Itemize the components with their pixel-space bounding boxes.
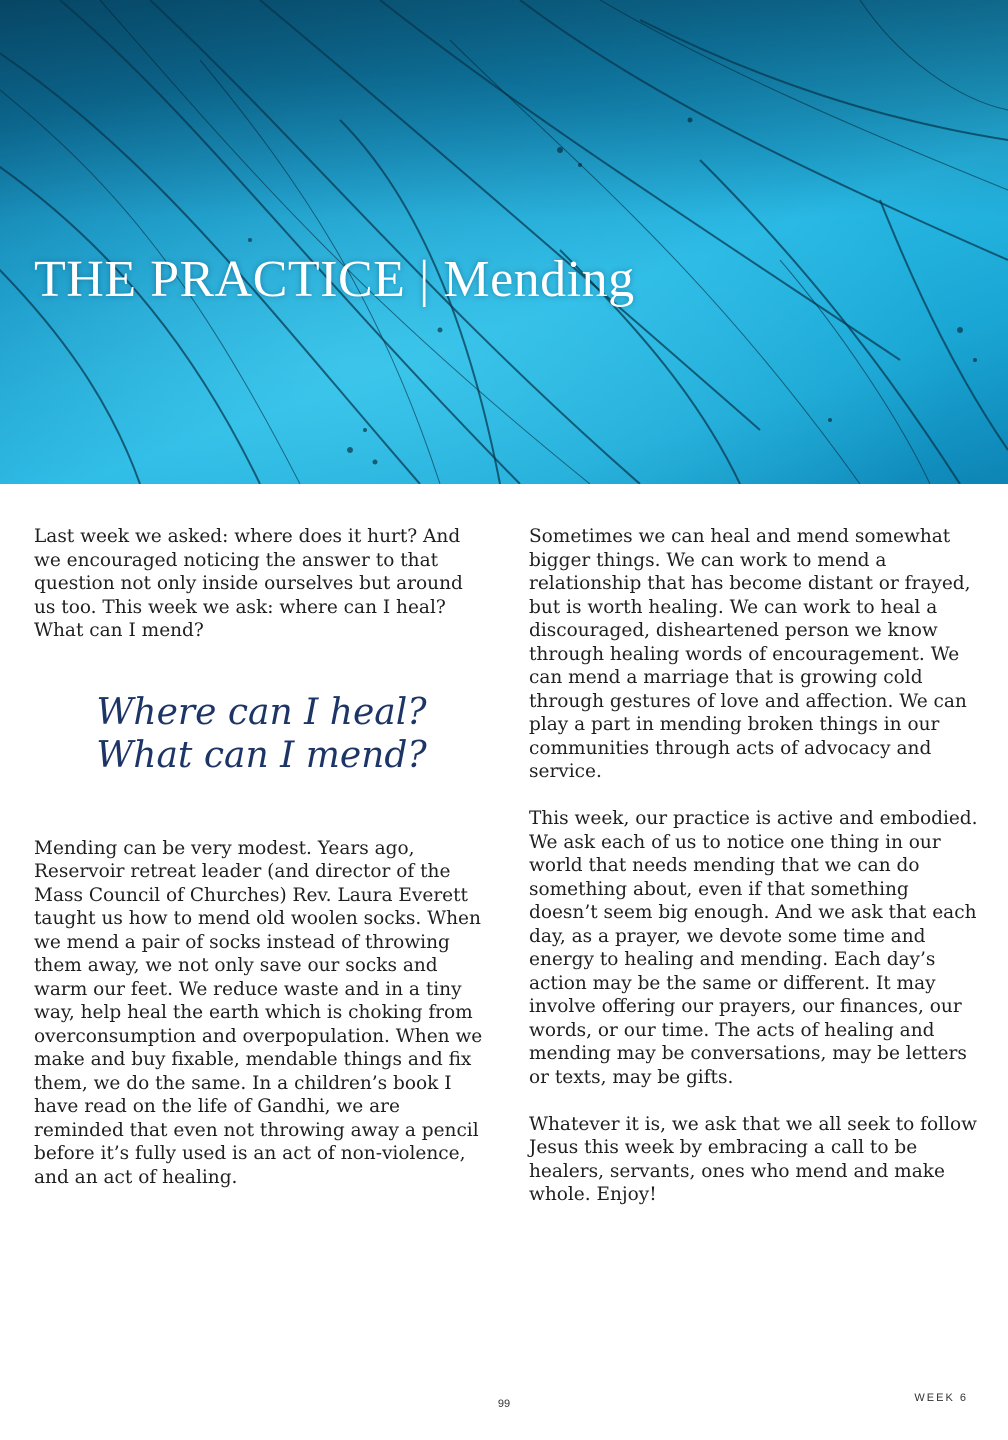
- week-label: WEEK 6: [914, 1392, 968, 1404]
- hero-banner-image: [0, 0, 1008, 484]
- body-paragraph: Sometimes we can heal and mend somewhat bigger things. We can work to mend a relationship that has become distant or frayed, but is worth healing. We can work to heal a discouraged, disheartened person we know through healing words of encouragement. We can mend a marriage that is growing cold through gestures of love and affection. We can play a part in mending broken things in our communities through acts of advocacy and service.: [529, 526, 971, 782]
- body-paragraph: Whatever it is, we ask that we all seek to follow Jesus this week by embracing a call to be healers, servants, ones who mend and make whole. Enjoy!: [529, 1113, 977, 1205]
- blue-fabric-texture: [0, 0, 1008, 484]
- pull-quote-line-2: What can I mend?: [96, 734, 427, 776]
- body-paragraph: Mending can be very modest. Years ago, Reservoir retreat leader (and director of the Mass Council of Churches) Rev. Laura Everett taught us how to mend old woolen socks. When we mend a pair of socks instead of throwing them away, we not only save our socks and warm our feet. We reduce waste and in a tiny way, help heal the earth which is choking from overconsumption and overpopulation. When we make and buy fixable, mendable things and fix them, we do the same. In a children’s book I have read on the life of Gandhi, we are reminded that even not throwing away a pencil before it’s fully used is an act of non-violence, and an act of healing.: [34, 837, 483, 1188]
- page-number: 99: [497, 1398, 511, 1410]
- right-column: [529, 525, 979, 1207]
- pull-quote: [34, 691, 489, 777]
- body-paragraph: This week, our practice is active and embodied. We ask each of us to notice one thing in our world that needs mending that we can do something about, even if that something doesn’t seem big enough. And we ask that each day, as a prayer, we devote some time and energy to healing and mending. Each day’s action may be the same or different. It may involve offering our prayers, our finances, our words, or our time. The acts of healing and mending may be conversations, may be letters or texts, may be gifts.: [529, 808, 978, 1088]
- intro-paragraph: Last week we asked: where does it hurt? And we encouraged noticing the answer to that question not only inside ourselves but around us too. This week we ask: where can I heal? What can I mend?: [34, 526, 463, 641]
- pull-quote-line-1: Where can I heal?: [96, 691, 427, 733]
- page-title: THE PRACTICE | Mending: [34, 251, 635, 308]
- left-column: [34, 525, 489, 1189]
